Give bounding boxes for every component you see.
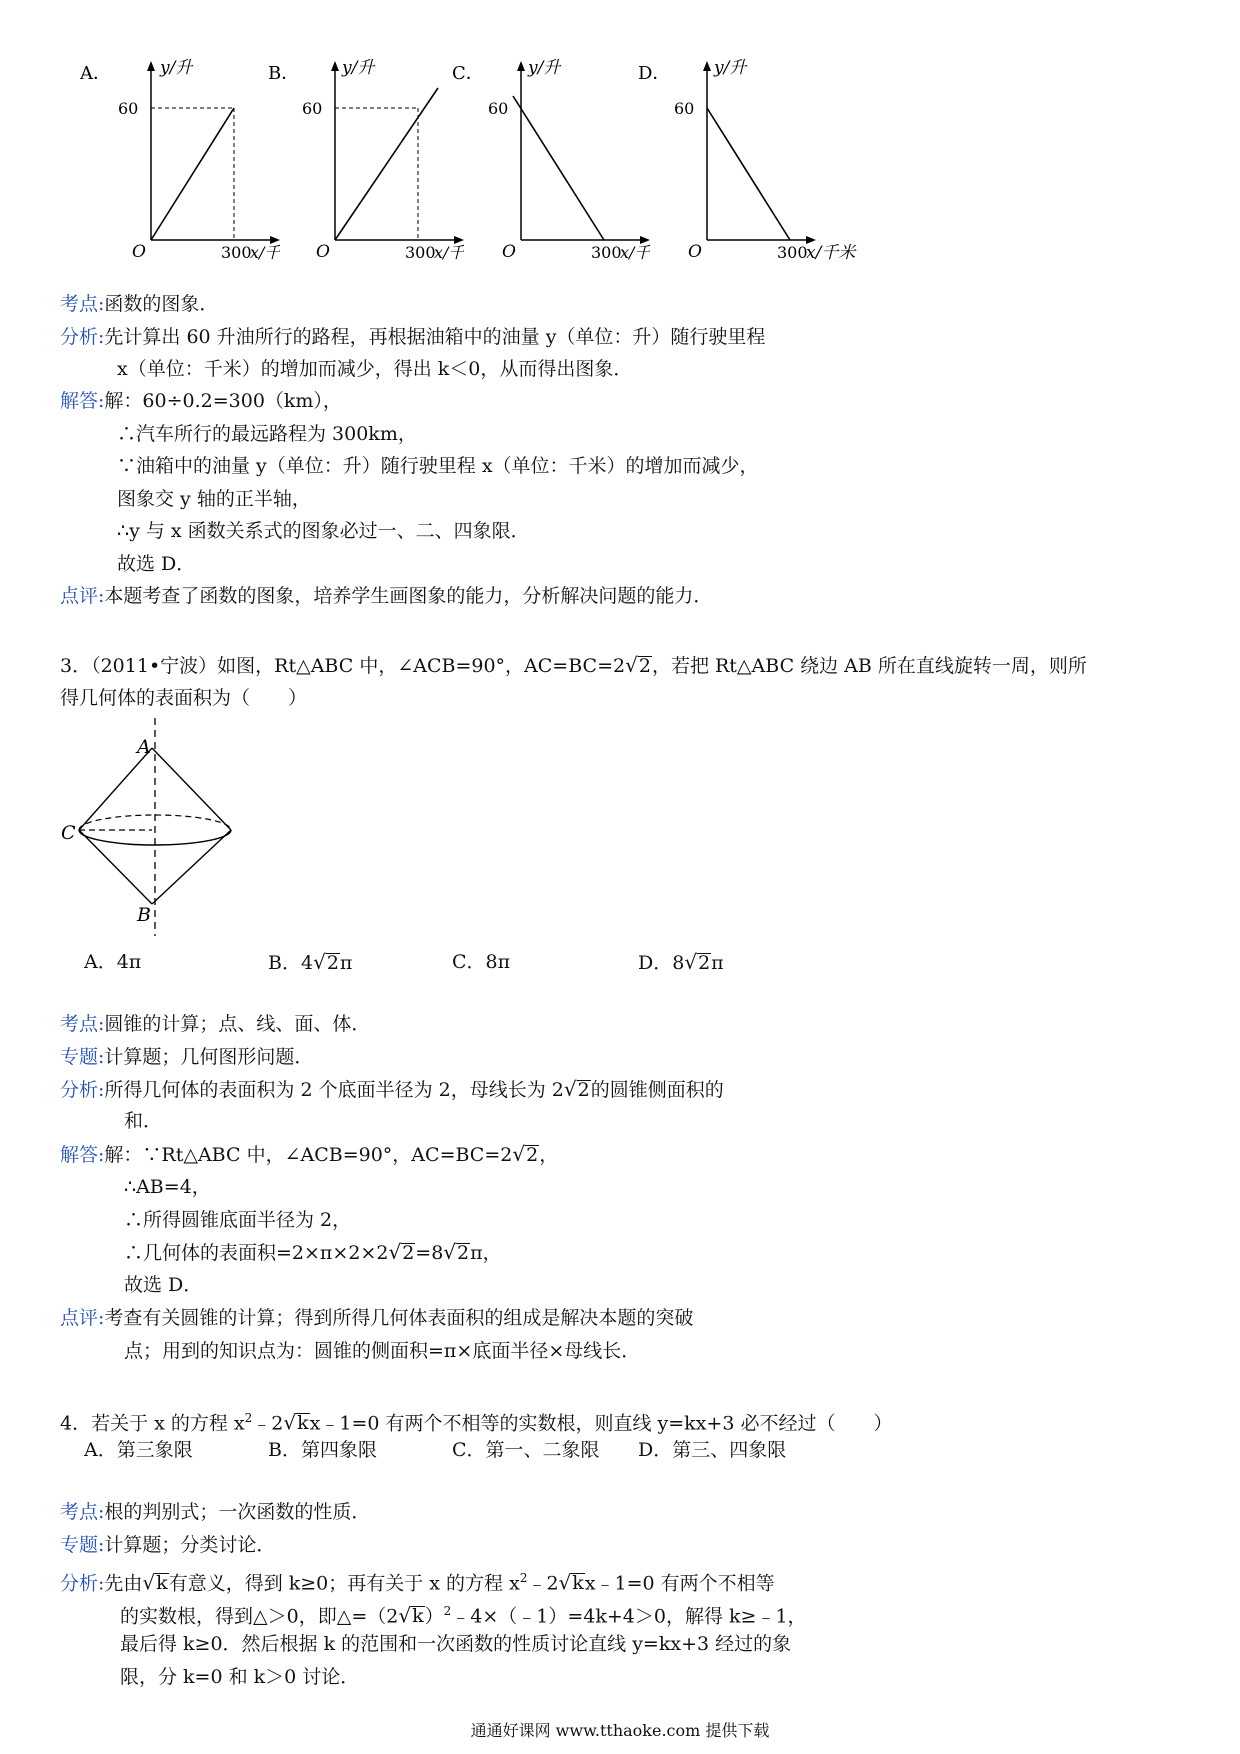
graph-a-x300: 300 <box>221 243 252 260</box>
q2-jieda-5: ∴y 与 x 函数关系式的图象必过一、二、四象限． <box>117 520 530 542</box>
graph-c-xlabel: x/千 <box>620 243 650 260</box>
graph-c-ylabel: y/升 <box>528 58 561 78</box>
graph-d-origin: O <box>688 242 702 260</box>
graph-a-y60: 60 <box>118 99 139 118</box>
q2-jieda-4: 图象交 y 轴的正半轴， <box>117 488 311 510</box>
q3-jieda-3: ∴所得圆锥底面半径为 2， <box>124 1209 352 1231</box>
graph-a-label: A． <box>80 63 111 84</box>
q2-jieda-6: 故选 D． <box>117 553 196 575</box>
graph-b-x300: 300 <box>405 243 436 260</box>
graph-c-label: C． <box>452 63 484 84</box>
q2-dianping: 点评:本题考查了函数的图象，培养学生画图象的能力，分析解决问题的能力． <box>60 585 713 607</box>
q3-point-c: C <box>61 822 76 844</box>
q3-dianping-2: 点；用到的知识点为：圆锥的侧面积=π×底面半径×母线长． <box>124 1340 641 1362</box>
q4-zhuanti: 专题:计算题；分类讨论． <box>60 1534 276 1556</box>
graph-c-y60: 60 <box>488 99 509 118</box>
graph-d-xlabel: x/千米 <box>806 243 856 260</box>
q3-jieda-5: 故选 D． <box>124 1274 203 1296</box>
q3-fenxi-1: 分析:所得几何体的表面积为 2 个底面半径为 2，母线长为 2√2的圆锥侧面积的 <box>60 1077 724 1101</box>
q2-jieda-2: ∴汽车所行的最远路程为 300km， <box>117 423 417 445</box>
graph-d-x300: 300 <box>777 243 808 260</box>
q4-fenxi-4: 限，分 k=0 和 k＞0 讨论． <box>120 1666 360 1688</box>
q2-fenxi-2: x（单位：千米）的增加而减少，得出 k＜0，从而得出图象． <box>117 358 633 380</box>
graph-b-origin: O <box>316 242 330 260</box>
q3-jieda-1: 解答:解：∵Rt△ABC 中，∠ACB=90°，AC=BC=2√2， <box>60 1142 559 1166</box>
q2-fenxi-1: 分析:先计算出 60 升油所行的路程，再根据油箱中的油量 y（单位：升）随行驶里程 <box>60 326 766 348</box>
q4-fenxi-2: 的实数根，得到△＞0，即$\triangle=(2√k)^2﹣4\times(﹣1)=4k+4>0$，解得 k≥﹣1， <box>120 1603 807 1628</box>
graph-a <box>80 55 280 260</box>
q3-dianping-1: 点评:考查有关圆锥的计算；得到所得几何体表面积的组成是解决本题的突破 <box>60 1307 694 1329</box>
graph-c-x300: 300 <box>591 243 622 260</box>
q2-kaodian: 考点:函数的图象． <box>60 293 219 315</box>
graph-a-xlabel: x/千 <box>250 243 280 260</box>
q4-kaodian: 考点:根的判别式；一次函数的性质． <box>60 1501 371 1523</box>
q3-point-a: A <box>137 736 151 758</box>
q3-jieda-2: ∴AB=4， <box>124 1176 211 1198</box>
q3-kaodian: 考点:圆锥的计算；点、线、面、体． <box>60 1013 371 1035</box>
q3-option-c: C．8π <box>452 951 511 973</box>
q3-option-b: B．4√2π <box>268 950 353 974</box>
q4-stem: 4．若关于 x 的方程 $x^2﹣2√kx﹣1=0$ 有两个不相等的实数根，则直线 y=kx+3 必不经过（ ） <box>60 1410 893 1435</box>
graph-d <box>636 55 866 260</box>
graph-d-ylabel: y/升 <box>714 58 747 78</box>
q4-fenxi-3: 最后得 k≥0．然后根据 k 的范围和一次函数的性质讨论直线 y=kx+3 经过的象 <box>120 1633 792 1655</box>
q3-point-b: B <box>137 904 151 926</box>
graph-d-label: D． <box>638 63 671 84</box>
q4-option-a: A．第三象限 <box>84 1439 193 1461</box>
graph-a-ylabel: y/升 <box>160 58 193 78</box>
graph-b-ylabel: y/升 <box>342 58 375 78</box>
q3-option-d: D．8√2π <box>638 950 724 974</box>
q4-option-b: B．第四象限 <box>268 1439 377 1461</box>
graph-c <box>450 55 650 260</box>
graph-a-origin: O <box>132 242 146 260</box>
q3-stem-1: 3．（2011•宁波）如图，Rt△ABC 中，∠ACB=90°，AC=BC=2√2，若把 Rt△ABC 绕边 AB 所在直线旋转一周，则所 <box>60 653 1087 677</box>
q3-option-a: A．4π <box>84 951 142 973</box>
page-footer: 通通好课网 www.tthaoke.com 提供下载 <box>470 1721 770 1740</box>
graph-b-y60: 60 <box>302 99 323 118</box>
graph-b-label: B． <box>268 63 300 84</box>
graph-c-origin: O <box>502 242 516 260</box>
q3-stem-2: 得几何体的表面积为（ ） <box>60 687 308 709</box>
q4-option-d: D．第三、四象限 <box>638 1439 787 1461</box>
graph-options-row <box>0 0 1240 270</box>
q2-jieda-3: ∵油箱中的油量 y（单位：升）随行驶里程 x（单位：千米）的增加而减少， <box>117 455 759 477</box>
q3-zhuanti: 专题:计算题；几何图形问题． <box>60 1046 314 1068</box>
graph-b <box>264 55 464 260</box>
q4-fenxi-1: 分析:先由√k有意义，得到 k≥0；再有关于 x 的方程 $x^2﹣2√kx﹣1=0$ 有两个不相等 <box>60 1570 775 1595</box>
q3-cone-figure <box>55 718 255 938</box>
q4-option-c: C．第一、二象限 <box>452 1439 600 1461</box>
q3-fenxi-2: 和． <box>124 1110 163 1132</box>
q2-jieda-1: 解答:解：60÷0.2=300（km）， <box>60 390 342 412</box>
q3-jieda-4: ∴几何体的表面积=2×π×2×2√2=8√2π， <box>124 1240 502 1264</box>
graph-d-y60: 60 <box>674 99 695 118</box>
graph-b-xlabel: x/千 <box>434 243 464 260</box>
